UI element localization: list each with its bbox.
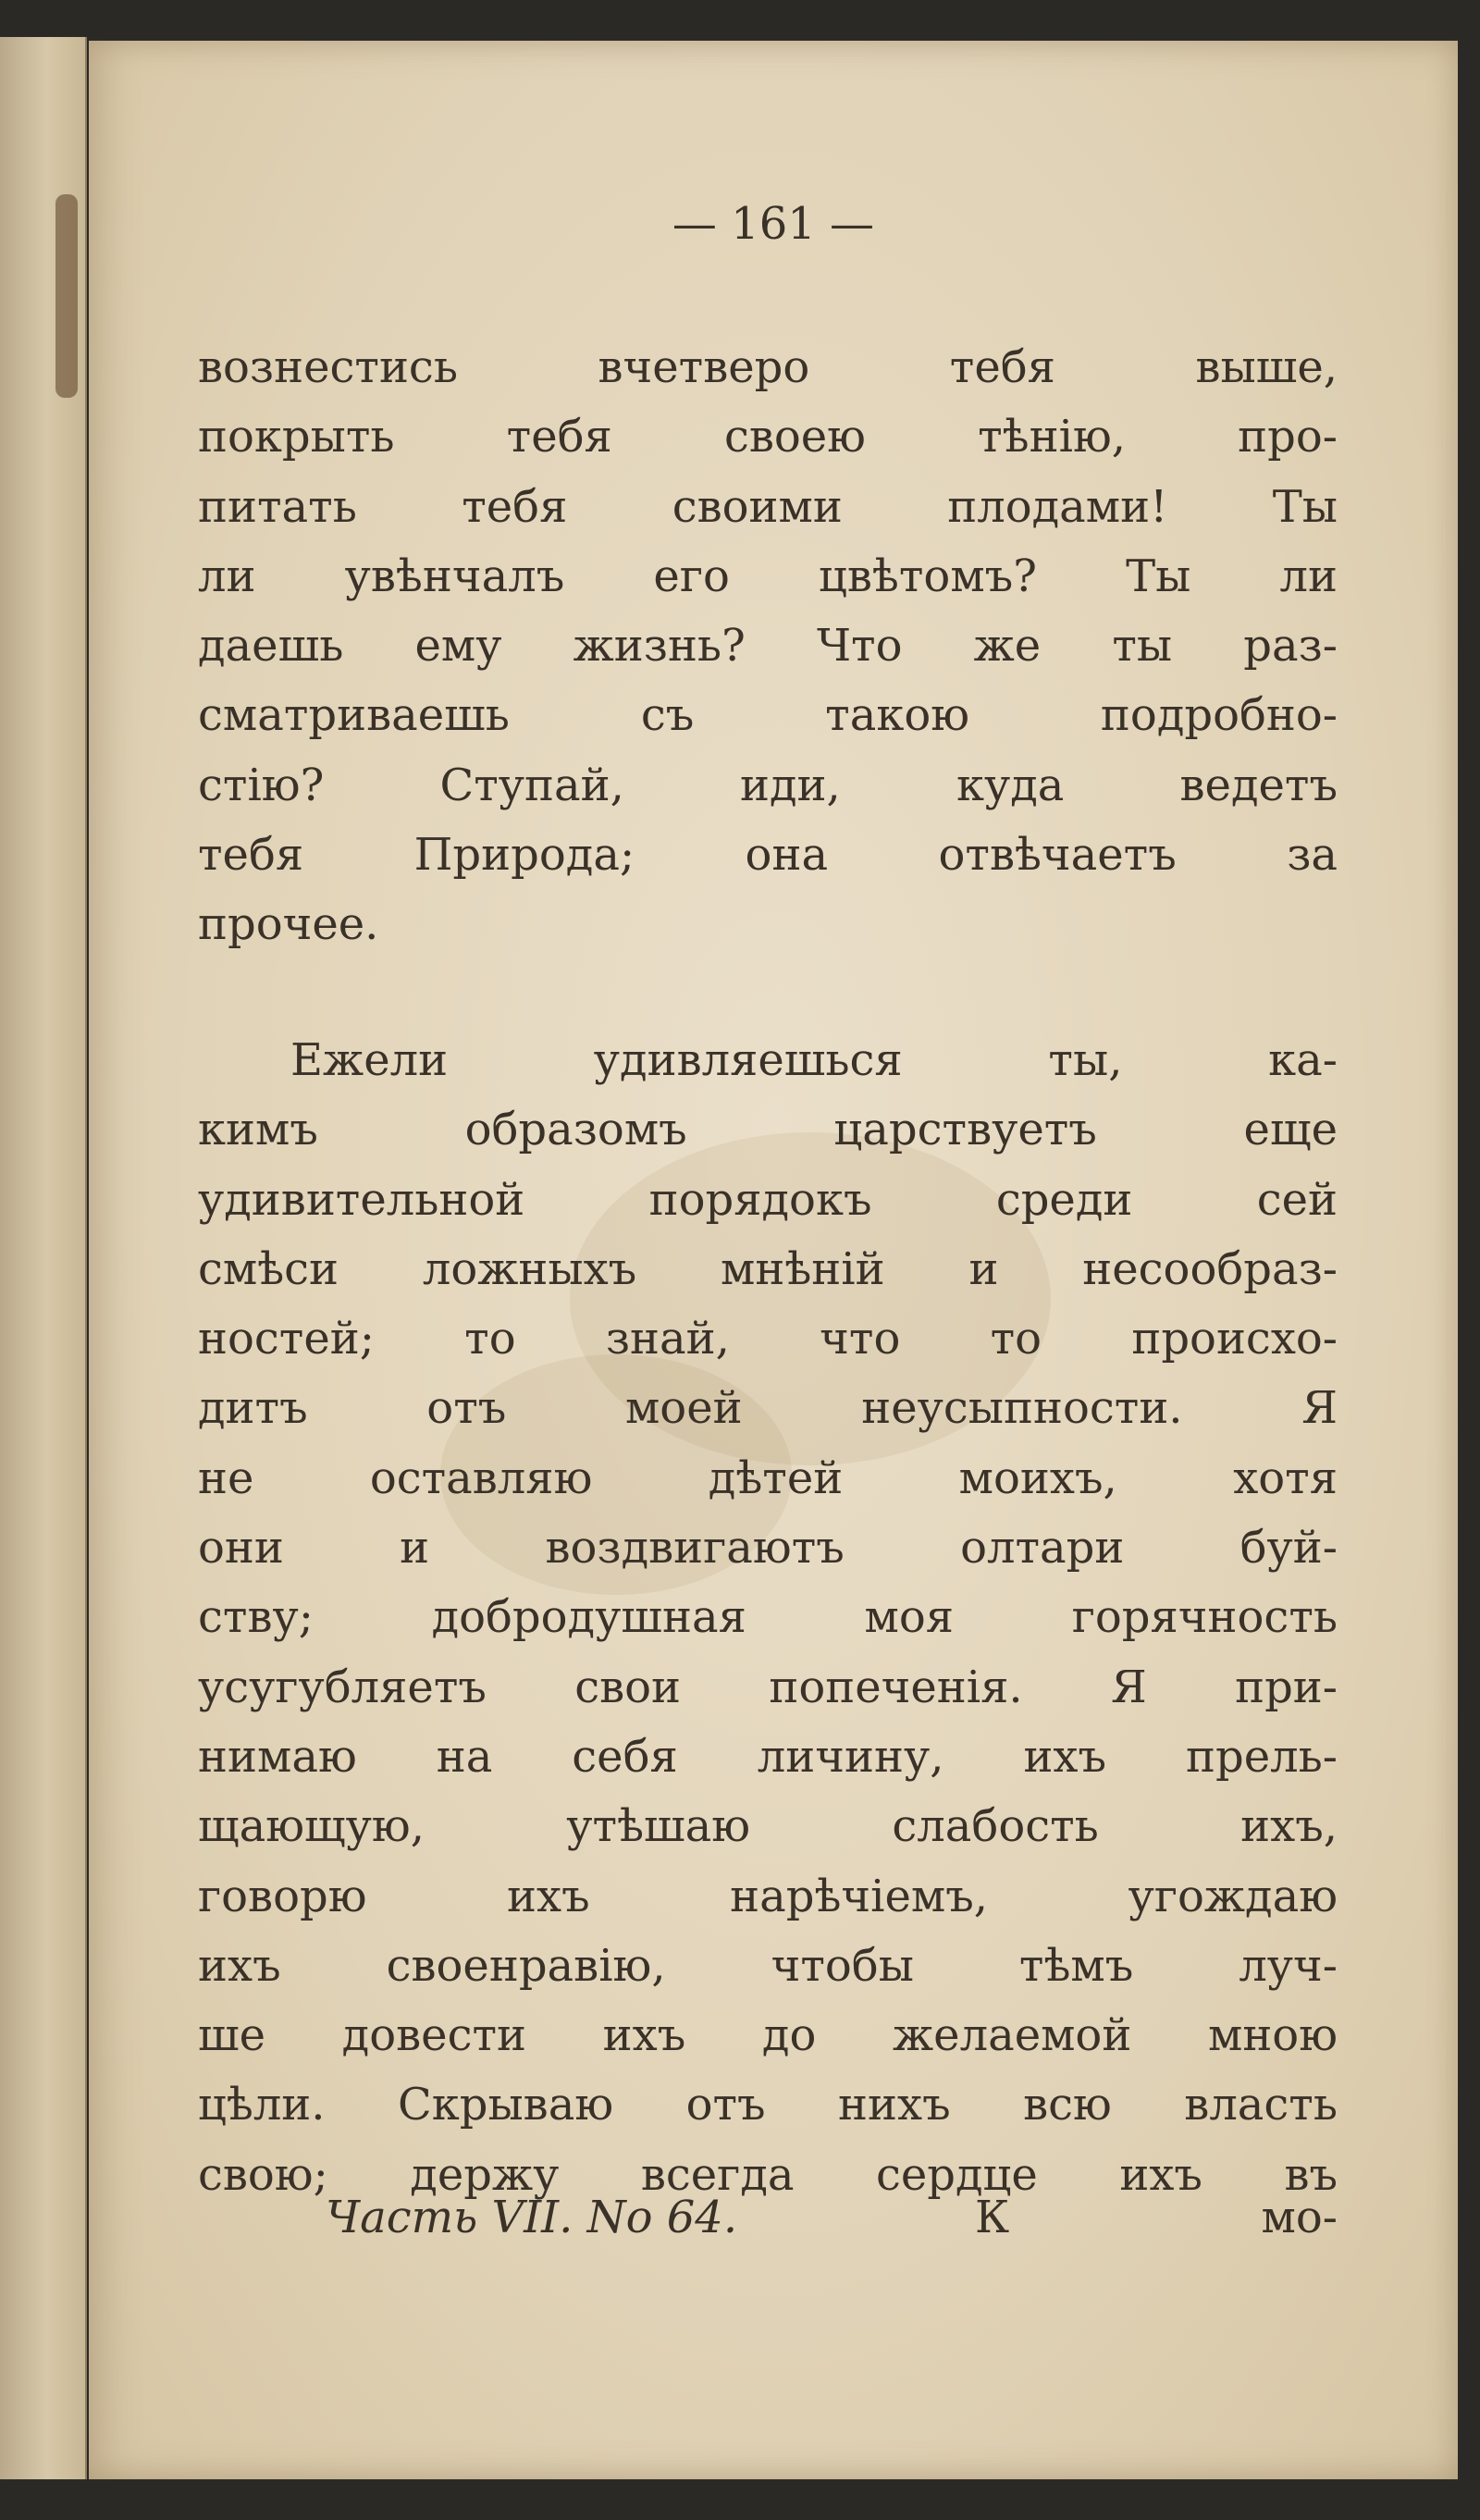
book-page	[89, 41, 1458, 2479]
text-line: не оставляю дѣтей моихъ, хотя	[198, 1451, 1338, 1504]
text-line: сматриваешь съ такою подробно-	[198, 689, 1338, 742]
signature-letter: К	[975, 2192, 1010, 2243]
text-line: ли увѣнчалъ его цвѣтомъ? Ты ли	[198, 550, 1338, 602]
text-line: ше довести ихъ до желаемой мною	[198, 2009, 1338, 2062]
text-line: щающую, утѣшаю слабость ихъ,	[198, 1800, 1338, 1853]
adjacent-page-edge	[0, 37, 87, 2479]
text-line: питать тебя своими плодами! Ты	[198, 480, 1338, 533]
text-line: даешь ему жизнь? Что же ты раз-	[198, 620, 1338, 673]
text-line: покрыть тебя своею тѣнію, про-	[198, 411, 1338, 463]
paragraph	[198, 333, 1338, 960]
text-line: кимъ образомъ царствуетъ еще	[198, 1104, 1338, 1156]
text-line: прочее.	[198, 898, 379, 951]
text-line: ихъ своенравію, чтобы тѣмъ луч-	[198, 1939, 1338, 1992]
text-line: тебя Природа; она отвѣчаетъ за	[198, 829, 1338, 882]
text-line: ностей; то знай, что то происхо-	[198, 1313, 1338, 1365]
page-curl-shadow	[56, 194, 78, 398]
signature-text: Часть VII. No 64.	[326, 2192, 738, 2243]
text-line: ству; добродушная моя горячность	[198, 1591, 1338, 1644]
catchword: мо-	[1261, 2192, 1338, 2243]
page-footer	[198, 2192, 1338, 2261]
text-line: Ежели удивляешься ты, ка-	[290, 1034, 1338, 1086]
text-line: нимаю на себя личину, ихъ прель-	[198, 1730, 1338, 1783]
text-line: цѣли. Скрываю отъ нихъ всю власть	[198, 2079, 1338, 2131]
text-line: смѣси ложныхъ мнѣній и несообраз-	[198, 1242, 1338, 1295]
text-line: говорю ихъ нарѣчіемъ, угождаю	[198, 1870, 1338, 1922]
text-line: они и воздвигаютъ олтари буй-	[198, 1522, 1338, 1575]
text-line: стію? Ступай, иди, куда ведетъ	[198, 759, 1338, 811]
paragraph	[198, 1026, 1338, 2210]
text-line: вознестись вчетверо тебя выше,	[198, 341, 1338, 393]
text-line: свою; держу всегда сердце ихъ въ	[198, 2148, 1338, 2201]
page-number: — 161 —	[672, 198, 875, 250]
text-line: удивительной порядокъ среди сей	[198, 1173, 1338, 1226]
text-line: дитъ отъ моей неусыпности. Я	[198, 1382, 1338, 1435]
text-line: усугубляетъ свои попеченія. Я при-	[198, 1661, 1338, 1713]
